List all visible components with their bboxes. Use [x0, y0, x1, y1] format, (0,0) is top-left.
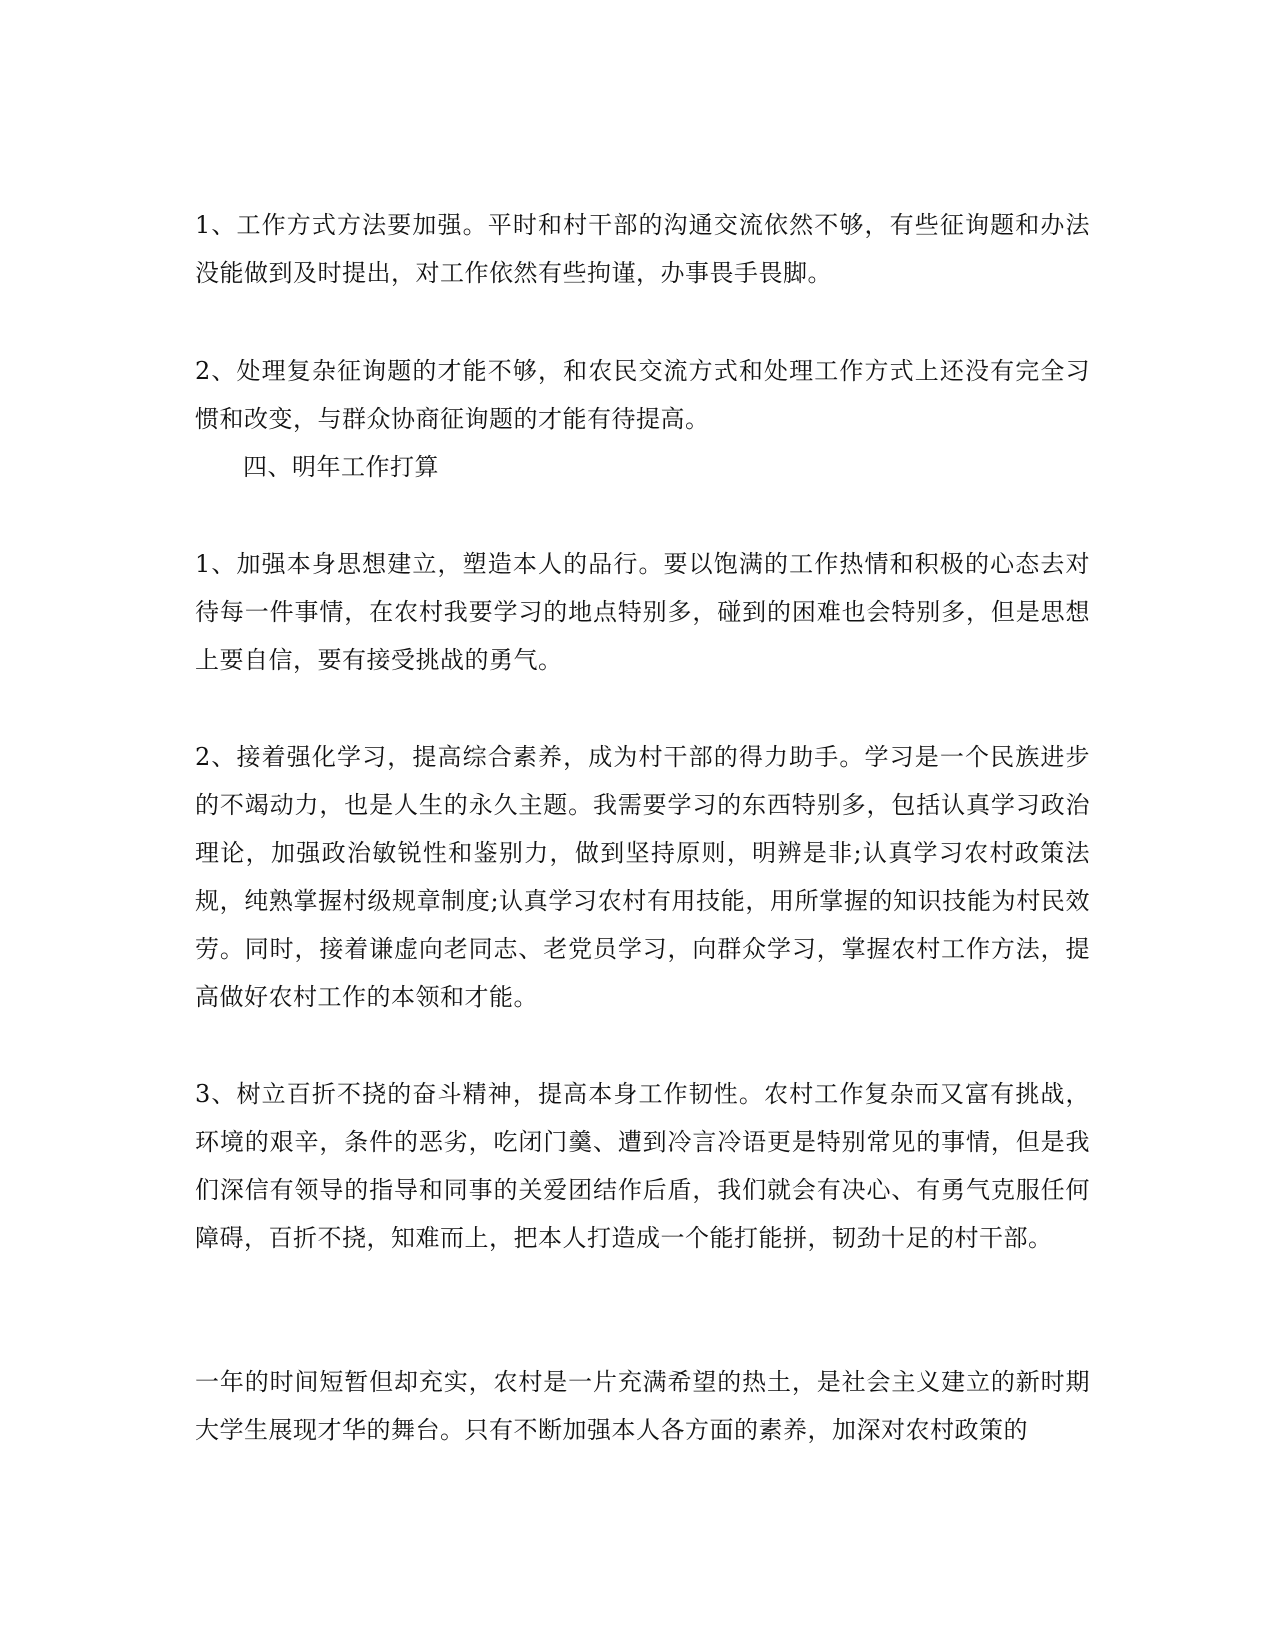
- paragraph-perseverance: 3、树立百折不挠的奋斗精神，提高本身工作韧性。农村工作复杂而又富有挑战，环境的艰辛，条件的恶劣，吃闭门羹、遭到冷言冷语更是特别常见的事情，但是我们深信有领导的指导和同事的关爱团结作后盾，我们就会有决心、有勇气克服任何障碍，百折不挠，知难而上，把本人打造成一个能打能拼，韧劲十足的村干部。: [195, 1080, 1090, 1252]
- paragraph-strengthen-learning: 2、接着强化学习，提高综合素养，成为村干部的得力助手。学习是一个民族进步的不竭动力，也是人生的永久主题。我需要学习的东西特别多，包括认真学习政治理论，加强政治敏锐性和鉴别力，做到坚持原则，明辨是非;认真学习农村政策法规，纯熟掌握村级规章制度;认真学习农村有用技能，用所掌握的知识技能为村民效劳。同时，接着谦虚向老同志、老党员学习，向群众学习，掌握农村工作方法，提高做好农村工作的本领和才能。: [195, 743, 1090, 1011]
- paragraph-conclusion: 一年的时间短暂但却充实，农村是一片充满希望的热土，是社会主义建立的新时期大学生展现才华的舞台。只有不断加强本人各方面的素养，加深对农村政策的: [195, 1368, 1090, 1444]
- paragraph-work-methods: 1、工作方式方法要加强。平时和村干部的沟通交流依然不够，有些征询题和办法没能做到及时提出，对工作依然有些拘谨，办事畏手畏脚。: [195, 211, 1090, 287]
- paragraph-problem-solving: 2、处理复杂征询题的才能不够，和农民交流方式和处理工作方式上还没有完全习惯和改变，与群众协商征询题的才能有待提高。: [195, 357, 1090, 433]
- section-heading-next-year-plan: 四、明年工作打算: [243, 453, 439, 481]
- paragraph-thought-building: 1、加强本身思想建立，塑造本人的品行。要以饱满的工作热情和积极的心态去对待每一件事情，在农村我要学习的地点特别多，碰到的困难也会特别多，但是思想上要自信，要有接受挑战的勇气。: [195, 550, 1090, 674]
